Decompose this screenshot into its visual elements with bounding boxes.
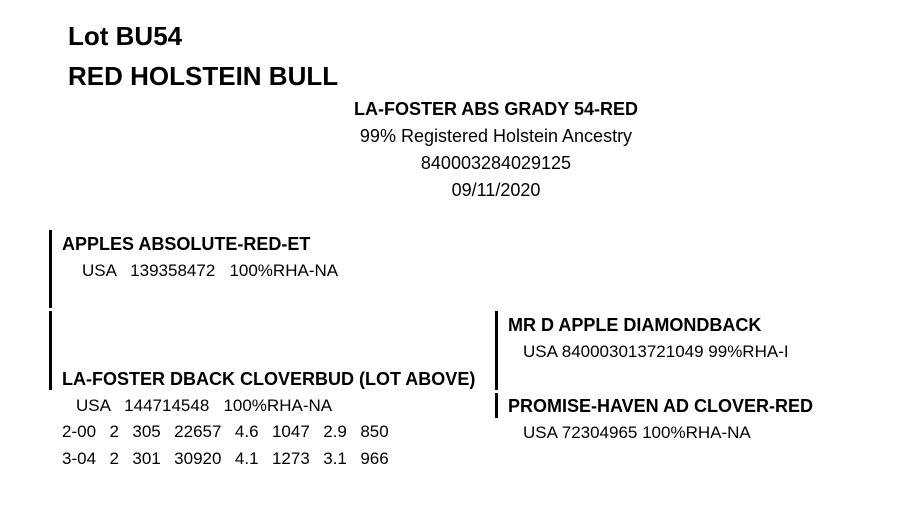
dam-name: LA-FOSTER DBACK CLOVERBUD (LOT ABOVE) bbox=[62, 369, 476, 389]
lot-number: Lot BU54 bbox=[68, 21, 183, 51]
dam-dam-detail: USA 72304965 100%RHA-NA bbox=[523, 423, 751, 442]
subject-id: 840003284029125 bbox=[420, 153, 572, 173]
dam-sire-detail: USA 840003013721049 99%RHA-I bbox=[523, 342, 789, 361]
subject-animal-block bbox=[296, 96, 696, 204]
dam-sire-name: MR D APPLE DIAMONDBACK bbox=[508, 315, 762, 335]
sire-detail: USA 139358472 100%RHA-NA bbox=[82, 261, 339, 280]
dam-dam-name: PROMISE-HAVEN AD CLOVER-RED bbox=[508, 396, 814, 416]
subject-birth-date: 09/11/2020 bbox=[451, 180, 541, 200]
dam-production-record: 2-00 2 305 22657 4.6 1047 2.9 850 bbox=[62, 422, 389, 441]
dam-detail: USA 144714548 100%RHA-NA bbox=[76, 396, 333, 415]
dam-production-record: 3-04 2 301 30920 4.1 1273 3.1 966 bbox=[62, 449, 389, 468]
dam-dam-bracket-line bbox=[495, 393, 498, 418]
subject-ancestry: 99% Registered Holstein Ancestry bbox=[359, 126, 633, 146]
dam-bracket-line bbox=[49, 311, 52, 390]
sire-bracket-line bbox=[49, 230, 52, 308]
dam-sire-bracket-line bbox=[495, 311, 498, 390]
subject-name: LA-FOSTER ABS GRADY 54-RED bbox=[353, 99, 639, 119]
animal-type-title: RED HOLSTEIN BULL bbox=[68, 61, 339, 91]
sire-name: APPLES ABSOLUTE-RED-ET bbox=[62, 234, 311, 254]
